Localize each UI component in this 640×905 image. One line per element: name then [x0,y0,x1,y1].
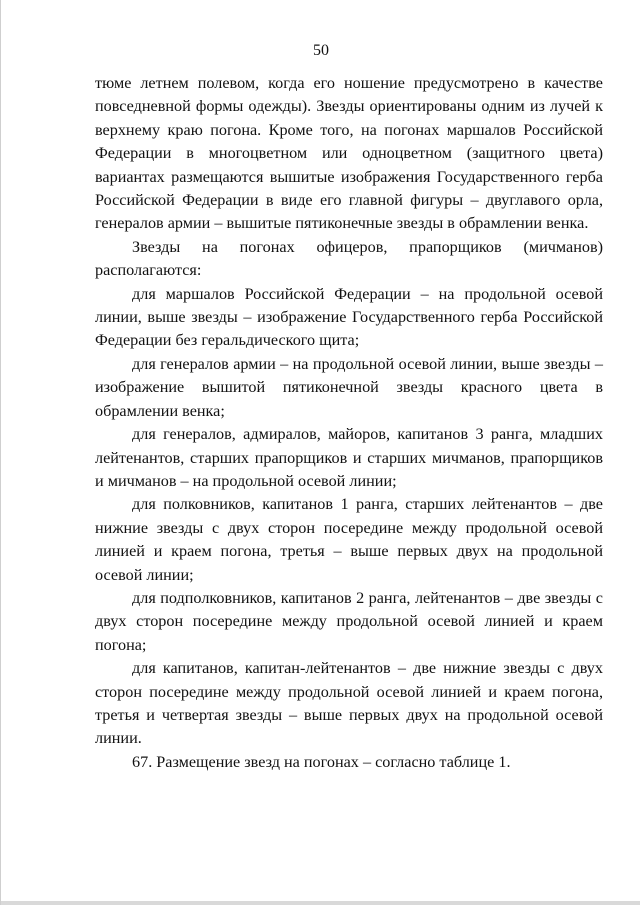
page-bottom-edge [1,901,640,905]
paragraph-item-67: 67. Размещение звезд на погонах – согласно таблице 1. [132,752,511,771]
paragraph-stars-intro: Звезды на погонах офицеров, прапорщиков (мичманов) располагаются: [95,237,603,280]
paragraph-captains: для капитанов, капитан-лейтенантов – две нижние звезды с двух сторон посередине между продольной осевой линией и краем погона, третья и четвертая звезды – выше первых двух на продольной осевой линии. [95,659,603,748]
paragraph-lieutenant-colonels: для подполковников, капитанов 2 ранга, лейтенантов – две звезды с двух сторон посередине между продольной осевой линией и краем погона; [95,588,603,654]
paragraph-army-generals: для генералов армии – на продольной осевой линии, выше звезды – изображение вышитой пятиконечной звезды красного цвета в обрамлении венка; [95,354,603,420]
body-text [95,72,603,774]
page-number: 50 [313,42,329,59]
paragraph-generals-admirals: для генералов, адмиралов, майоров, капитанов 3 ранга, младших лейтенантов, старших прапорщиков и старших мичманов, прапорщиков и мичманов – на продольной осевой линии; [95,425,603,490]
paragraph-continuation: тюме летнем полевом, когда его ношение предусмотрено в качестве повседневной формы одежды). Звезды ориентированы одним из лучей к верхнему краю погона. Кроме того, на погонах маршалов Российской Федерации в многоцветном или одноцветном (защитного цвета) вариантах размещаются вышитые изображения Государственного герба Российской Федерации в виде его главной фигуры – двуглавого орла, генералов армии – вышитые пятиконечные звезды в обрамлении венка. [95,74,603,233]
paragraph-colonels: для полковников, капитанов 1 ранга, старших лейтенантов – две нижние звезды с двух сторон посередине между продольной осевой линией и краем погона, третья – выше первых двух на продольной осевой линии; [95,495,603,584]
paragraph-marshals: для маршалов Российской Федерации – на продольной осевой линии, выше звезды – изображение Государственного герба Российской Федерации без геральдического щита; [95,284,603,350]
